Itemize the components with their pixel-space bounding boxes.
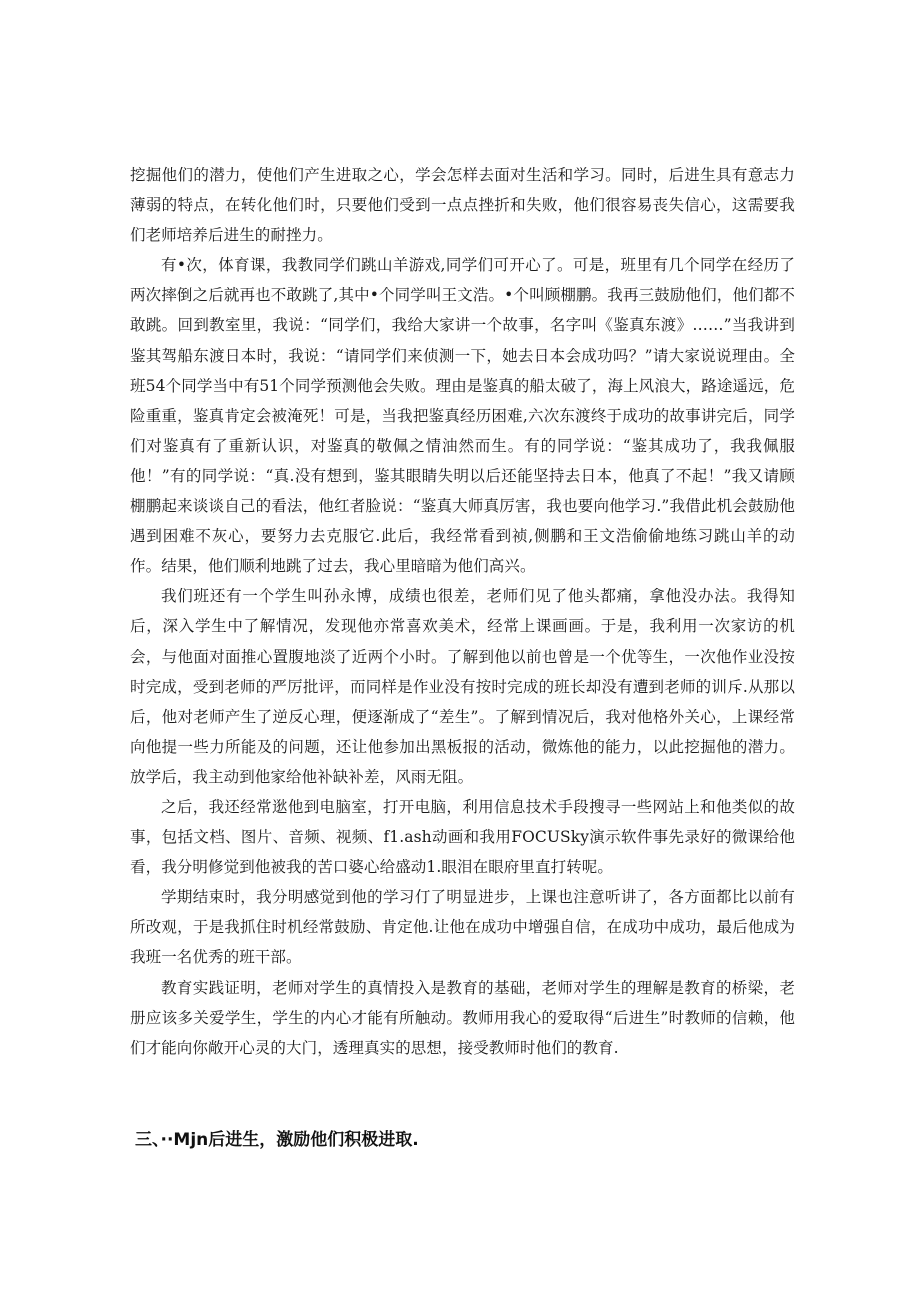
paragraph-3: 我们班还有一个学生叫孙永博，成绩也很差，老师们见了他头都痛，拿他没办法。我得知后，深入学生中了解情况，发现他亦常喜欢美术，经常上课画画。于是，我利用一次家访的机会，与他面对面推心置腹地淡了近两个小时。了解到他以前也曾是一个优等生，一次他作业没按时完成，受到老师的严厉批评，而同样是作业没有按时完成的班长却没有遭到老师的训斥.从那以后，他对老师产生了逆反心理，便逐渐成了“差生”。了解到情况后，我对他格外关心，上课经常向他提一些力所能及的问题，还让他参加出黑板报的活动，微炼他的能力，以此挖掘他的潜力。放学后，我主动到他家给他补缺补差，风雨无阻。 (130, 587, 795, 786)
paragraph-5: 学期结束时，我分明感觉到他的学习仃了明显进步，上课也注意听讲了，各方面都比以前有所改观，于是我抓住时机经常鼓励、肯定他.让他在成功中增强自信，在成功中成功，最后他成为我班一名优秀的班干部。 (130, 888, 795, 967)
paragraph-1: 挖掘他们的潜力，使他们产生进取之心，学会怎样去面对生活和学习。同时，后进生具有意志力薄弱的特点，在转化他们时，只要他们受到一点点挫折和失败，他们很容易丧失信心，这需要我们老师培养后进生的耐挫力。 (130, 166, 795, 245)
paragraph-4: 之后，我还经常逖他到电脑室，打开电脑，利用信息技术手段搜寻一些网站上和他类似的故事，包括文档、图片、音频、视频、f1.ash动画和我用FOCUSky演示软件事先录好的微课给他看，我分明修觉到他被我的苦口婆心给盛动1.眼泪在眼府里直打转呢。 (130, 797, 795, 877)
paragraph-2: 有•次，体育课，我教同学们跳山羊游戏,同学们可开心了。可是，班里有几个同学在经历了两次摔倒之后就再也不敢跳了,其中•个同学叫王文浩。•个叫顾棚鹏。我再三鼓励他们，他们都不敢跳。回到教室里，我说：“同学们，我给大家讲一个故事，名字叫《鉴真东渡》……”当我讲到鉴其驾船东渡日本时，我说：“请同学们来侦测一下，她去日本会成功吗？”请大家说说理由。全班54个同学当中有51个同学预测他会失败。理由是鉴真的船太破了，海上风浪大，路途遥远，危险重重，鉴真肯定会被淹死！可是，当我把鉴真经历困难,六次东渡终于成功的故事讲完后，同学们对鉴真有了重新认识，对鉴真的敬佩之情油然而生。有的同学说：“鉴其成功了，我我佩服他！”有的同学说：“真.没有想到，鉴其眼睛失明以后还能坚持去日本，他真了不起！”我又请顾棚鹏起来谈谈自己的看法，他红者脸说：“鉴真大师真厉害，我也要向他学习.”我借此机会鼓励他遇到困难不灰心，要努力去克服它.此后，我经常看到祯,侧鹏和王文浩偷偷地练习跳山羊的动作。结果，他们顺利地跳了过去，我心里暗暗为他们高兴。 (130, 256, 795, 576)
paragraph-6: 教育实践证明，老师对学生的真情投入是教育的基础，老师对学生的理解是教育的桥梁，老册应该多关爱学生，学生的内心才能有所触动。教师用我心的爱取得“后进生”时教师的信赖，他们才能向你敞开心灵的大门，透理真实的思想，接受教师时他们的教育. (130, 978, 795, 1057)
section-heading: 三、··Mjn后进生，激励他们积极进取. (135, 1130, 419, 1150)
body-text (130, 160, 795, 1063)
